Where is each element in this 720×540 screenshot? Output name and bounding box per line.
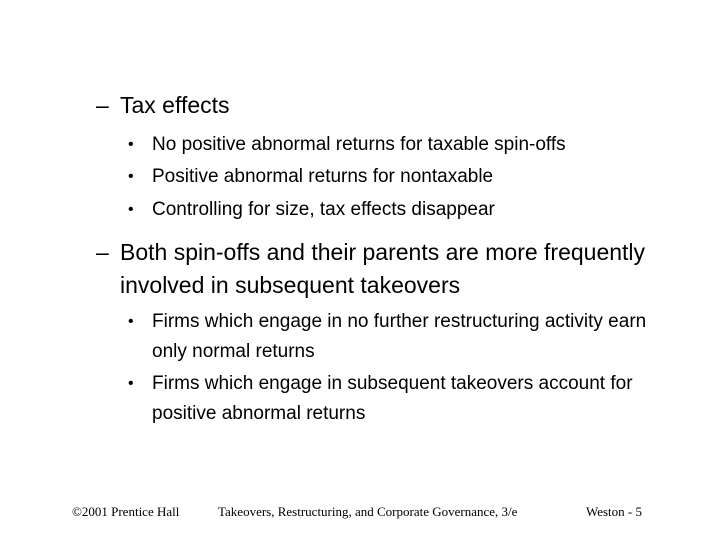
- section-heading-text: Tax effects: [120, 92, 230, 118]
- bullet-marker: •: [128, 375, 134, 392]
- bullet-text: Positive abnormal returns for nontaxable: [152, 166, 494, 187]
- bullet-text: Controlling for size, tax effects disappear: [152, 199, 495, 220]
- bullet-text: Firms which engage in subsequent takeovers account for positive abnormal returns: [152, 373, 633, 424]
- bullet-marker: •: [128, 168, 134, 185]
- footer-copyright: ©2001 Prentice Hall: [72, 504, 180, 519]
- bullet-text: No positive abnormal returns for taxable spin-offs: [152, 134, 566, 155]
- bullet-text: Firms which engage in no further restructuring activity earn only normal returns: [152, 311, 647, 362]
- bullet-item: [126, 195, 686, 225]
- dash-marker: –: [96, 239, 109, 265]
- section-heading-tax-effects: [96, 91, 696, 119]
- dash-marker: –: [96, 92, 109, 118]
- bullet-marker: •: [128, 136, 134, 153]
- section-heading-spinoffs: [96, 236, 676, 302]
- bullet-marker: •: [128, 201, 134, 218]
- bullet-item: [126, 307, 666, 367]
- footer-book-title: Takeovers, Restructuring, and Corporate Governance, 3/e: [218, 504, 518, 519]
- section-heading-text: Both spin-offs and their parents are more frequently involved in subsequent takeovers: [120, 239, 646, 298]
- bullet-item: [126, 130, 686, 160]
- bullet-item: [126, 369, 666, 429]
- bullet-marker: •: [128, 313, 134, 330]
- footer-page-number: Weston - 5: [586, 504, 642, 519]
- bullet-item: [126, 162, 686, 192]
